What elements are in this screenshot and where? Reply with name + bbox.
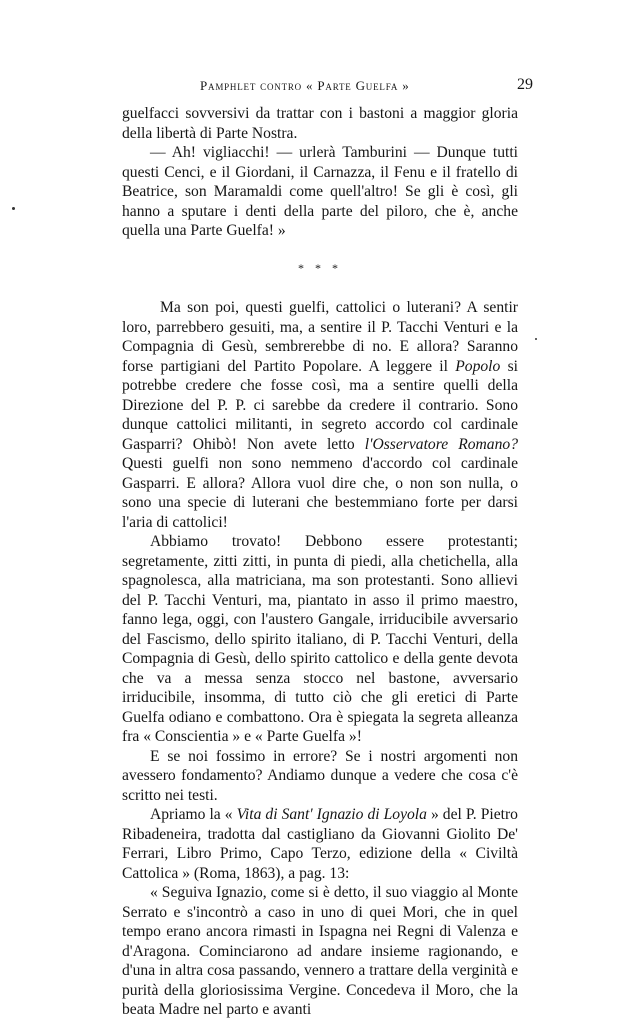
italic-title: l'Osservatore Romano? bbox=[364, 435, 518, 453]
quotation: « Seguiva Ignazio, come si è detto, il suo viaggio al Monte Serrato e s'incontrò a caso in uno di quei Mori, che in quel tempo erano ancora rimasti in Ispagna nei Regni di Valenza e d'Aragona. Cominciarono ad andare insieme ragionando, e d'una in altra cosa passando, vennero a trattare della verginità e purità della gloriosissima Vergine. Concedeva il Moro, che la beata Madre nel parto e avanti bbox=[122, 884, 518, 1018]
section-separator: * * * bbox=[298, 260, 342, 275]
page-header bbox=[125, 76, 533, 100]
body-text bbox=[122, 104, 518, 1020]
paragraph: Abbiamo trovato! Debbono essere protestanti; segretamente, zitti zitti, in punta di piedi, alla chetichella, alla spagnolesca, alla matriciana, ma son protestanti. Sono allievi del P. Tacchi Venturi, ma, piantato in asso il primo maestro, fanno lega, oggi, con l'austero Gangale, irriducibile avversario del Fascismo, dello spirito italiano, di P. Tacchi Venturi, della Compagnia di Gesù, dello spirito cattolico e della gente devota che va a messa senza stocco nel bastone, avversario irriducibile, insomma, di tutto ciò che gli eretici di Parte Guelfa odiano e combattono. Ora è spiegata la segreta alleanza fra « Conscientia » e « Parte Guelfa »! bbox=[122, 533, 518, 745]
paragraph: E se noi fossimo in errore? Se i nostri argomenti non avessero fondamento? Andiamo dunque a vedere che cosa c'è scritto nei testi. bbox=[122, 747, 518, 804]
margin-speck bbox=[12, 207, 15, 210]
margin-speck bbox=[535, 338, 537, 340]
page-number: 29 bbox=[517, 76, 533, 93]
paragraph: — Ah! vigliacchi! — urlerà Tamburini — Dunque tutti questi Cenci, e il Giordani, il Carnazza, il Fenu e il fratello di Beatrice, son Maramaldi come quell'altro! Se gli è così, gli hanno a sputare i denti della parte del piloro, che è, anche quella una Parte Guelfa! » bbox=[122, 144, 518, 239]
running-title: Pamphlet contro « Parte Guelfa » bbox=[200, 78, 410, 93]
paragraph: Ma son poi, questi guelfi, cattolici o luterani? A sentir loro, parrebbero gesuiti, ma, a sentire il P. Tacchi Venturi e la Compagnia di Gesù, sembrerebbe di no. E allora? Saranno forse partigiani del Partito Popolare. A leggere il Popolo si potrebbe credere che fosse così, ma a sentire quelli della Direzione del P. P. ci sarebbe da credere il contrario. Sono dunque cattolici militanti, in segreto accordo col cardinale Gasparri? Ohibò! Non avete letto l'Osservatore Romano? Questi guelfi non sono nemmeno d'accordo col cardinale Gasparri. E allora? Allora vuol dire che, o non son nulla, o sono una specie di luterani che bestemmiano forte per darsi l'aria di cattolici! bbox=[122, 299, 518, 531]
paragraph: Apriamo la « Vita di Sant' Ignazio di Loyola » del P. Pietro Ribadeneira, tradotta dal castigliano da Giovanni Giolito De' Ferrari, Libro Primo, Capo Terzo, edizione della « Civiltà Cattolica » (Roma, 1863), a pag. 13: bbox=[122, 806, 518, 882]
paragraph: guelfacci sovversivi da trattar con i bastoni a maggior gloria della libertà di Parte Nostra. bbox=[122, 105, 518, 142]
italic-title: Vita di Sant' Ignazio di Loyola bbox=[236, 806, 427, 823]
italic-title: Popolo bbox=[455, 357, 501, 375]
